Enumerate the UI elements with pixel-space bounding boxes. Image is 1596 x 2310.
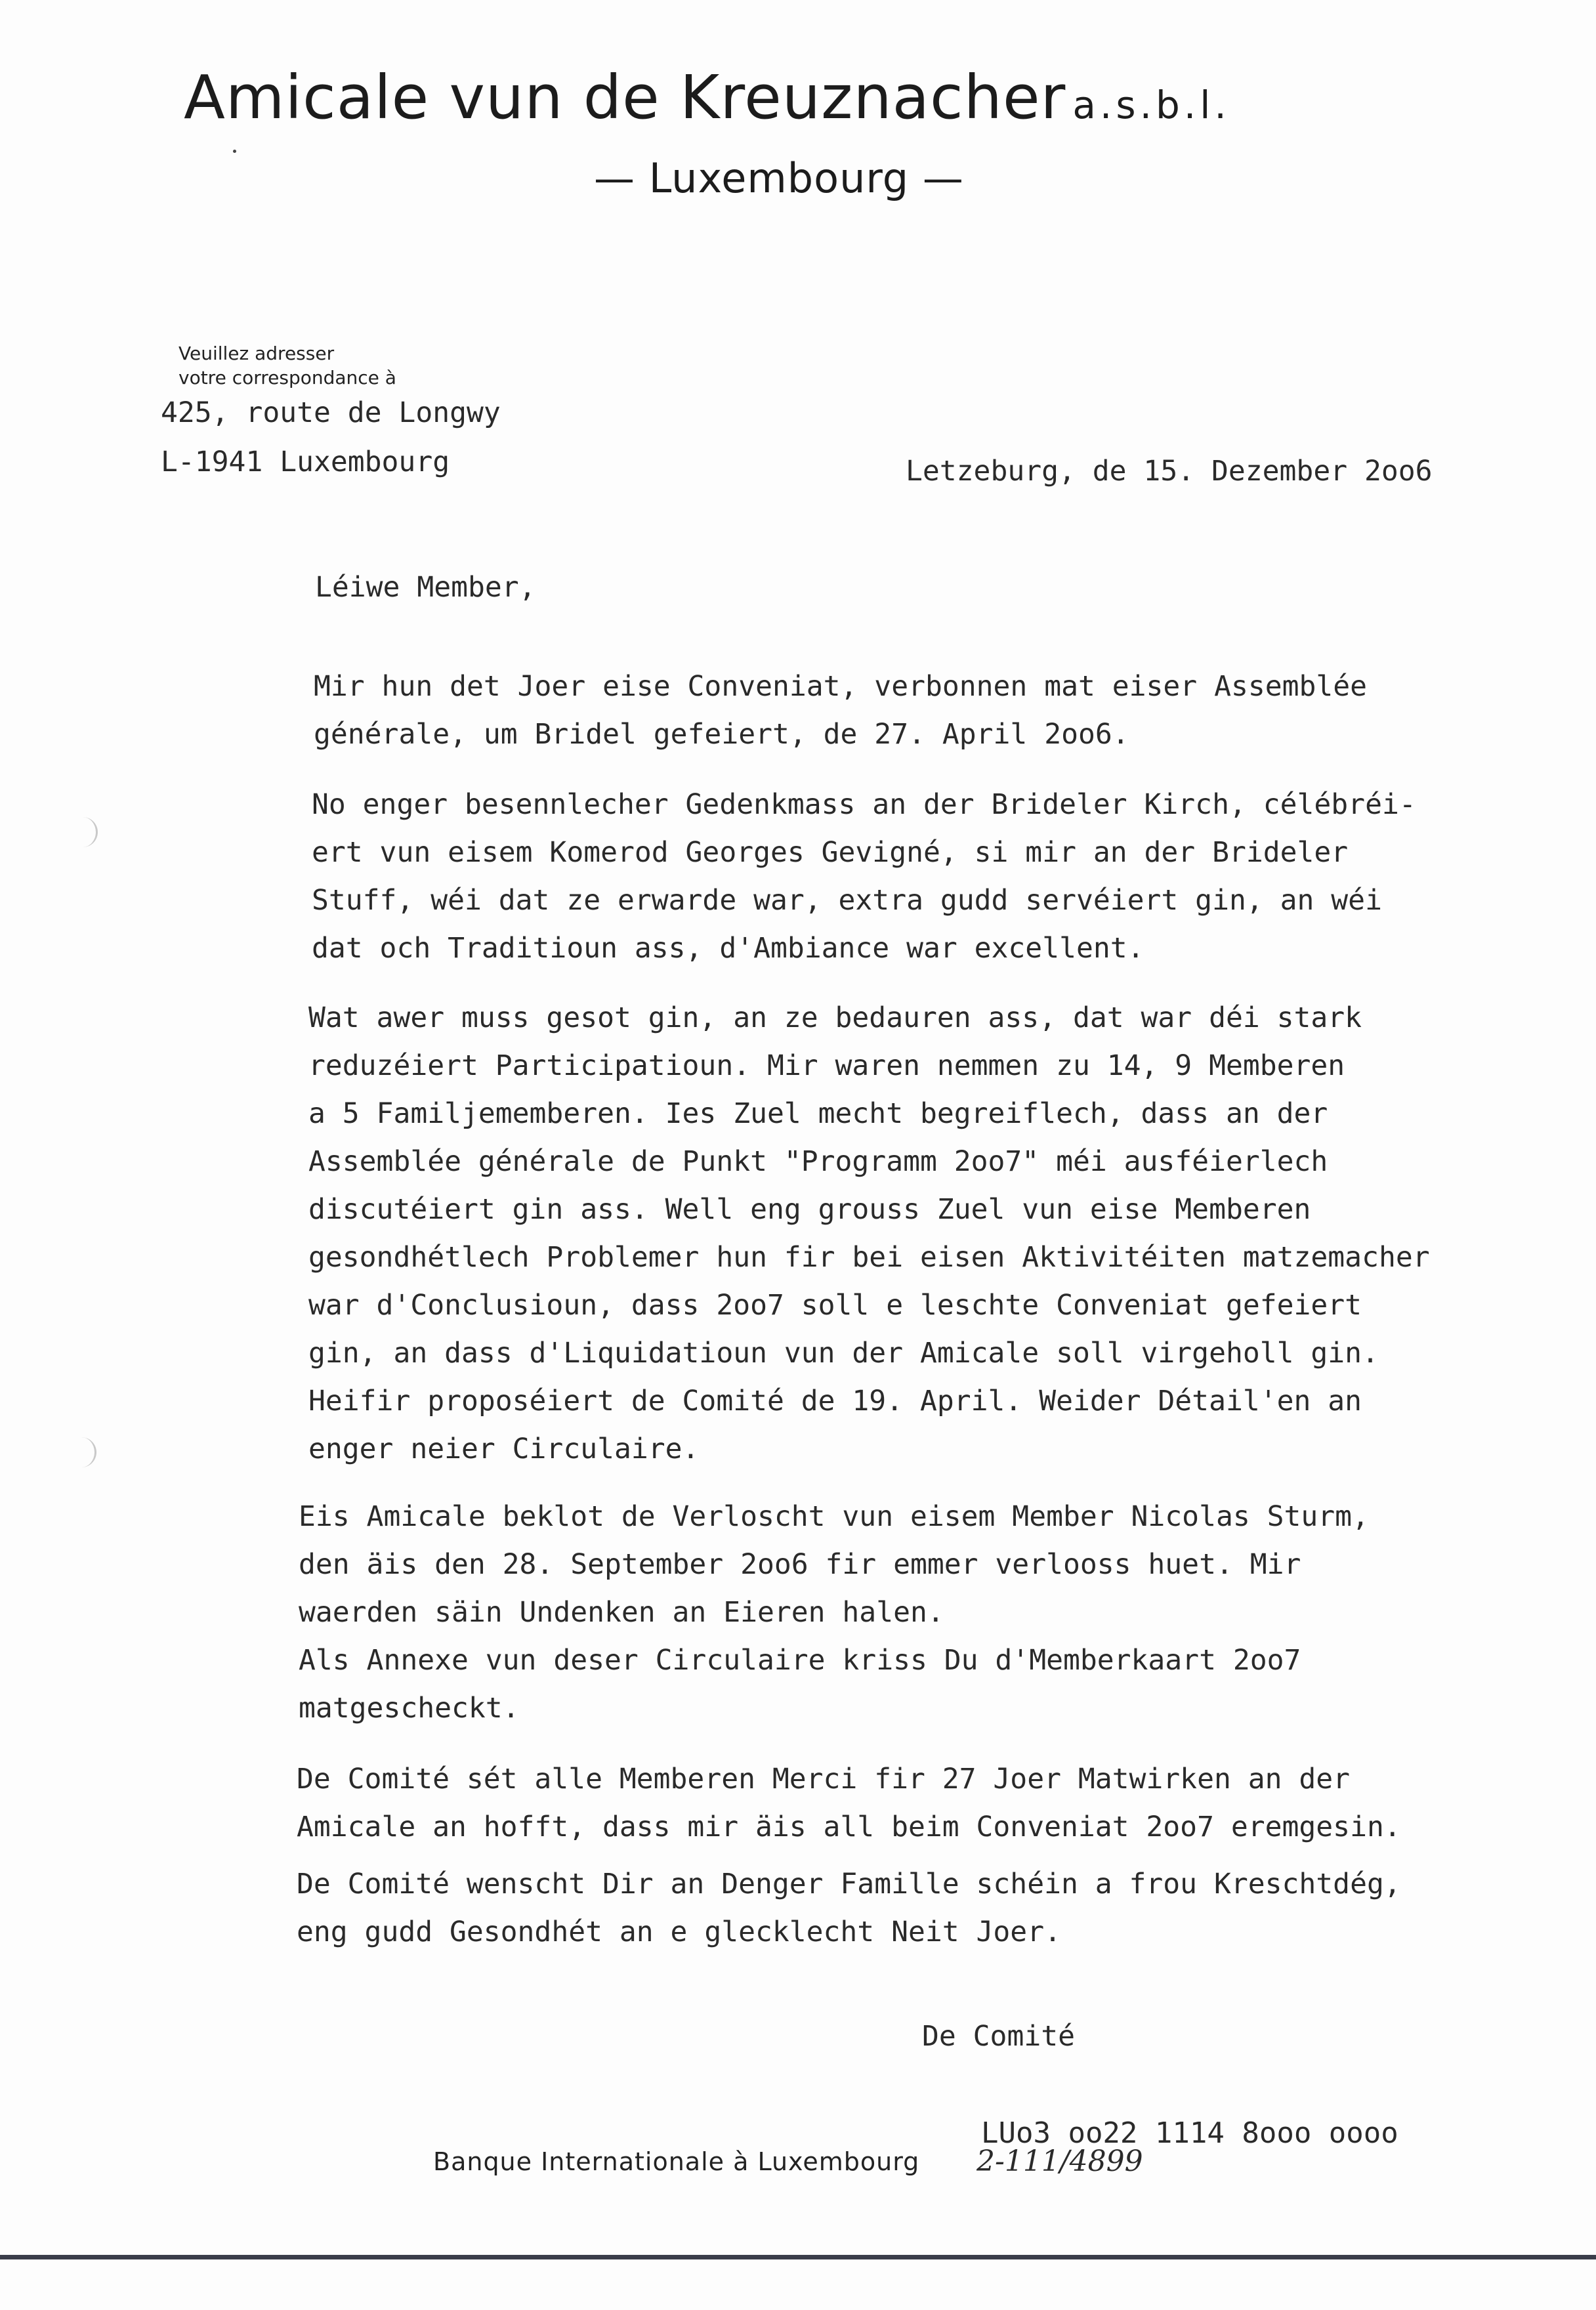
paragraph-line: Heifir proposéiert de Comité de 19. April. Weider Détail'en an: [308, 1385, 1362, 1418]
paragraph-line: dat och Traditioun ass, d'Ambiance war excellent.: [312, 932, 1144, 965]
bank-iban: LUo3 oo22 1114 8ooo oooo: [981, 2116, 1398, 2150]
sender-address: [161, 388, 501, 487]
paragraph-line: Wat awer muss gesot gin, an ze bedauren ass, dat war déi stark: [308, 1001, 1362, 1034]
organization-name: Amicale vun de Kreuznacher: [184, 62, 1066, 133]
paragraph-line: De Comité wenscht Dir an Denger Famille schéin a frou Kreschtdég,: [297, 1868, 1401, 1900]
paragraph-line: Eis Amicale beklot de Verloscht vun eisem Member Nicolas Sturm,: [299, 1500, 1369, 1533]
paragraph-line: Amicale an hofft, dass mir äis all beim Conveniat 2oo7 eremgesin.: [297, 1811, 1401, 1843]
paragraph-line: a 5 Familjememberen. Ies Zuel mecht begreiflech, dass an der: [308, 1097, 1328, 1130]
punch-hole-mark: [79, 817, 98, 847]
paragraph: [297, 1755, 1583, 1851]
salutation: Léiwe Member,: [315, 571, 536, 604]
paragraph-line: eng gudd Gesondhét an e glecklecht Neit Joer.: [297, 1916, 1061, 1948]
bank-name: Banque Internationale à Luxembourg: [433, 2147, 920, 2176]
signature: De Comité: [922, 2020, 1075, 2053]
address-note: [178, 341, 396, 390]
address-note-line: Veuillez adresser: [178, 343, 335, 364]
paragraph-line: discutéiert gin ass. Well eng grouss Zuel vun eise Memberen: [308, 1193, 1311, 1226]
punch-hole-mark: [77, 1437, 96, 1467]
address-street: 425, route de Longwy: [161, 396, 501, 429]
paragraph-line: De Comité sét alle Memberen Merci fir 27 Joer Matwirken an der: [297, 1763, 1351, 1796]
bottom-rule: [0, 2255, 1596, 2259]
paragraph-line: gesondhétlech Problemer hun fir bei eisen Aktivitéiten matzemacher: [308, 1241, 1430, 1274]
paragraph-line: Assemblée générale de Punkt "Programm 2oo7" méi ausféierlech: [308, 1145, 1328, 1178]
paragraph: [299, 1493, 1585, 1732]
address-city: L-1941 Luxembourg: [161, 446, 450, 478]
paragraph-line: Als Annexe vun deser Circulaire kriss Du d'Memberkaart 2oo7: [299, 1644, 1301, 1677]
paragraph-line: den äis den 28. September 2oo6 fir emmer verlooss huet. Mir: [299, 1548, 1301, 1581]
paragraph: [314, 663, 1596, 759]
paragraph-line: Mir hun det Joer eise Conveniat, verbonnen mat eiser Assemblée: [314, 670, 1368, 703]
paragraph-line: ert vun eisem Komerod Georges Gevigné, si mir an der Brideler: [312, 836, 1349, 869]
paragraph: [308, 994, 1595, 1473]
paragraph-line: enger neier Circulaire.: [308, 1433, 700, 1465]
paragraph-line: No enger besennlecher Gedenkmass an der Brideler Kirch, célébréi-: [312, 788, 1416, 821]
paragraph-line: gin, an dass d'Liquidatioun vun der Amicale soll virgeholl gin.: [308, 1337, 1379, 1370]
paragraph-line: matgescheckt.: [299, 1692, 520, 1725]
paragraph: [312, 781, 1596, 973]
paragraph-line: Stuff, wéi dat ze erwarde war, extra gudd servéiert gin, an wéi: [312, 884, 1382, 917]
paragraph-line: générale, um Bridel gefeiert, de 27. April 2oo6.: [314, 718, 1129, 751]
bank-account-number: 2-111/4899: [976, 2145, 1143, 2178]
letter-date: Letzeburg, de 15. Dezember 2oo6: [906, 455, 1433, 488]
paragraph-line: waerden säin Undenken an Eieren halen.: [299, 1596, 944, 1629]
letterhead-subtitle: — Luxembourg —: [594, 154, 964, 202]
paragraph-line: war d'Conclusioun, dass 2oo7 soll e leschte Conveniat gefeiert: [308, 1289, 1362, 1322]
letterhead-title: [184, 62, 1230, 133]
organization-suffix: a.s.b.l.: [1072, 83, 1230, 127]
ink-speck: [233, 150, 236, 153]
paragraph: [297, 1860, 1583, 1956]
paragraph-line: reduzéiert Participatioun. Mir waren nemmen zu 14, 9 Memberen: [308, 1049, 1345, 1082]
address-note-line: votre correspondance à: [178, 367, 396, 388]
